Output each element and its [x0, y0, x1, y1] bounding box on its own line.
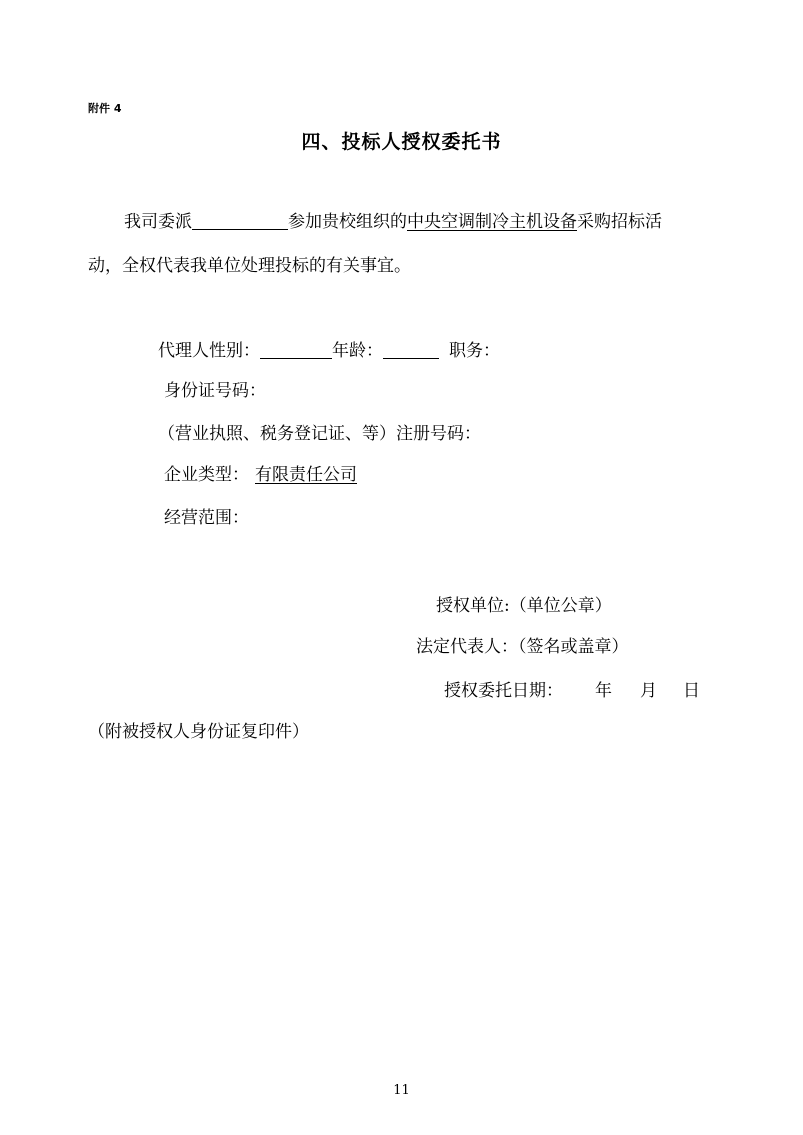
- legal-representative: 法定代表人：（签名或盖章）: [416, 637, 629, 657]
- gender-blank[interactable]: [260, 340, 332, 359]
- authorization-date-row: [444, 676, 700, 701]
- date-month: 月: [640, 681, 657, 701]
- paragraph-middle: 参加贵校组织的: [288, 212, 407, 232]
- gender-label: 代理人性别：: [158, 341, 260, 361]
- company-type-row: [164, 464, 357, 486]
- paragraph-prefix: 我司委派: [124, 212, 192, 232]
- page-number: 11: [393, 1083, 410, 1098]
- company-type-value: 有限责任公司: [255, 465, 357, 485]
- document-title: 四、投标人授权委托书: [301, 131, 502, 153]
- delegate-name-blank[interactable]: [192, 211, 288, 230]
- company-type-label: 企业类型：: [164, 465, 249, 485]
- date-day: 日: [683, 681, 700, 701]
- agent-info-row: [158, 340, 500, 362]
- authorizing-unit: 授权单位:（单位公章）: [436, 596, 612, 616]
- attachment-note: （附被授权人身份证复印件）: [88, 722, 309, 742]
- paragraph-line-1: [124, 211, 662, 233]
- date-year: 年: [595, 681, 612, 701]
- position-label: 职务：: [449, 341, 500, 361]
- attachment-label: 附件 4: [88, 102, 122, 115]
- project-name: 中央空调制冷主机设备: [407, 212, 577, 232]
- paragraph-line-2: 动，全权代表我单位处理投标的有关事宜。: [88, 256, 411, 276]
- paragraph-suffix: 采购招标活: [577, 212, 662, 232]
- age-label: 年龄：: [332, 341, 383, 361]
- business-scope-field: 经营范围：: [164, 508, 249, 528]
- date-label: 授权委托日期：: [444, 681, 563, 701]
- age-blank[interactable]: [383, 340, 439, 359]
- id-number-field: 身份证号码：: [164, 381, 266, 401]
- registration-number-field: （营业执照、税务登记证、等）注册号码：: [158, 424, 481, 444]
